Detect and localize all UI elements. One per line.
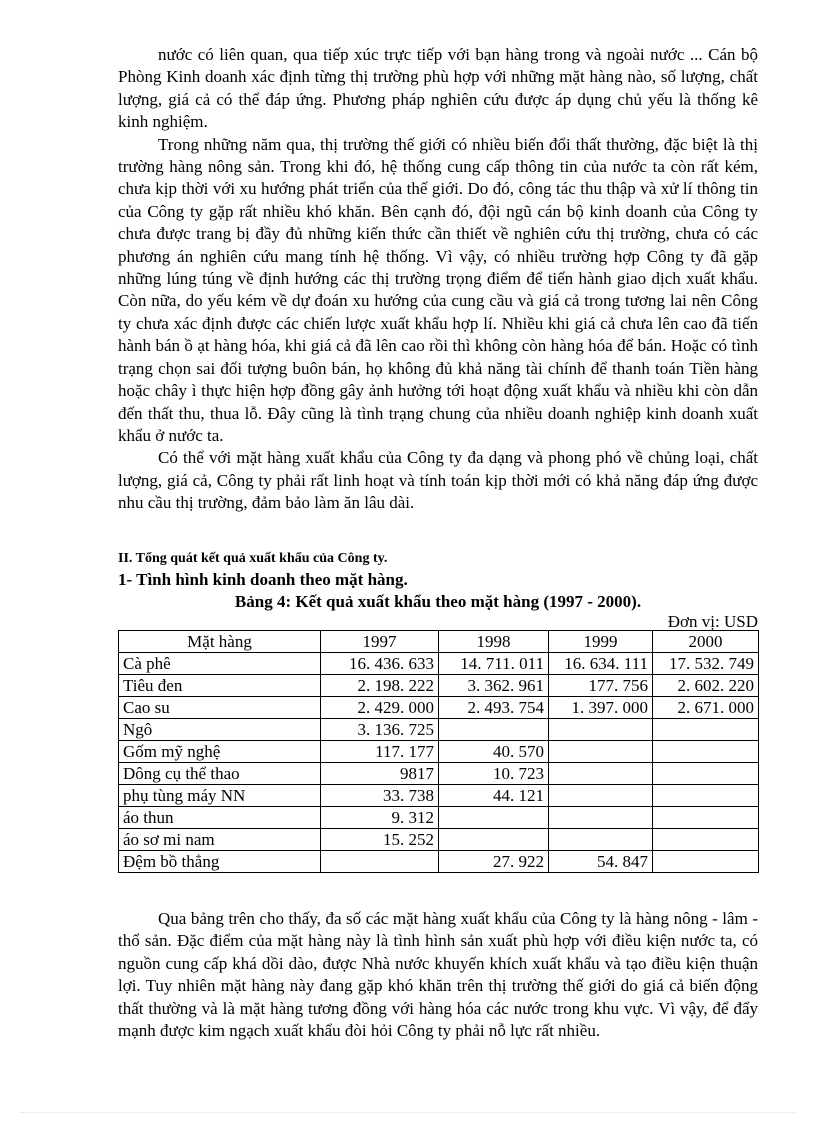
- value-cell: 2. 671. 000: [653, 697, 759, 719]
- value-cell: 44. 121: [439, 785, 549, 807]
- paragraph-market-difficulties: Trong những năm qua, thị trường thế giới có nhiều biến đổi thất thường, đặc biệt là thị trường hàng nông sản. Trong khi đó, hệ thống cung cấp thông tin của nước ta còn rất kém, chưa kịp thời với xu hướng phát triển của thế giới. Do đó, công tác thu thập và xử lí thông tin của Công ty gặp rất nhiều khó khăn. Bên cạnh đó, đội ngũ cán bộ kinh doanh của Công ty chưa được trang bị đầy đủ những kiến thức cần thiết về nghiên cứu thị trường, chưa có các phương án nghiên cứu mang tính hệ thống. Vì vậy, có nhiều trường hợp Công ty đã gặp những lúng túng về định hướng các thị trường trọng điểm để tiến hành giao dịch xuất khẩu. Còn nữa, do yếu kém về dự đoán xu hướng của cung cầu và giá cả trong tương lai nên Công ty chưa xác định được các chiến lược xuất khẩu hợp lí. Nhiều khi giá cả chưa lên cao đã tiến hành bán ồ ạt hàng hóa, khi giá cả đã lên cao rồi thì không còn hàng hóa để bán. Hoặc có tình trạng chọn sai đối tượng buôn bán, họ không đủ khả năng tài chính để thanh toán Tiền hàng hoặc chây ì thực hiện hợp đồng gây ảnh hưởng tới hoạt động xuất khẩu và nhiều khi còn dẫn đến thất thu, thua lỗ. Đây cũng là tình trạng chung của nhiều doanh nghiệp kinh doanh xuất khẩu ở nước ta.: [118, 134, 758, 445]
- table-header-row: [119, 631, 759, 653]
- table-row: [119, 675, 759, 697]
- product-cell: Cà phê: [119, 653, 321, 675]
- document-page: [118, 44, 758, 1041]
- product-cell: Ngô: [119, 719, 321, 741]
- paragraph-flexibility: Có thể với mặt hàng xuất khẩu của Công ty đa dạng và phong phó về chủng loại, chất lượng, giá cả, Công ty phải rất linh hoạt và tính toán kịp thời mới có khả năng đáp ứng được nhu cầu thị trường, đảm bảo làm ăn lâu dài.: [118, 448, 758, 513]
- value-cell: 3. 136. 725: [321, 719, 439, 741]
- value-cell: 9817: [321, 763, 439, 785]
- value-cell: [549, 719, 653, 741]
- table-row: [119, 697, 759, 719]
- paragraph-conclusion: Qua bảng trên cho thấy, đa số các mặt hàng xuất khẩu của Công ty là hàng nông - lâm - thổ sản. Đặc điểm của mặt hàng này là tình hình sản xuất phù hợp với điều kiện nước ta, có nguồn cung cấp khá dồi dào, được Nhà nước khuyến khích xuất khẩu và tạo điều kiện thuận lợi. Tuy nhiên mặt hàng này đang gặp khó khăn trên thị trường thế giới do giá cả biến động thất thường và là mặt hàng tương đồng với hàng hóa các nước trong khu vực. Vì vậy, để đẩy mạnh được kim ngạch xuất khẩu đòi hỏi Công ty phải nỗ lực rất nhiều.: [118, 909, 758, 1041]
- value-cell: 10. 723: [439, 763, 549, 785]
- value-cell: [653, 741, 759, 763]
- value-cell: 3. 362. 961: [439, 675, 549, 697]
- value-cell: [439, 719, 549, 741]
- value-cell: [549, 785, 653, 807]
- table-row: [119, 851, 759, 873]
- product-cell: Đệm bồ thẳng: [119, 851, 321, 873]
- table-title: Bảng 4: Kết quả xuất khẩu theo mặt hàng (1997 - 2000).: [234, 592, 642, 611]
- table-row: [119, 807, 759, 829]
- value-cell: 15. 252: [321, 829, 439, 851]
- value-cell: 2. 198. 222: [321, 675, 439, 697]
- value-cell: 9. 312: [321, 807, 439, 829]
- value-cell: [549, 807, 653, 829]
- table-row: [119, 829, 759, 851]
- value-cell: [549, 763, 653, 785]
- header-cell: 1998: [439, 631, 549, 653]
- product-cell: Cao su: [119, 697, 321, 719]
- value-cell: 14. 711. 011: [439, 653, 549, 675]
- header-cell: 1999: [549, 631, 653, 653]
- table-row: [119, 741, 759, 763]
- value-cell: 33. 738: [321, 785, 439, 807]
- table-row: [119, 763, 759, 785]
- table-row: [119, 653, 759, 675]
- product-cell: Dông cụ thể thao: [119, 763, 321, 785]
- page-footer-divider: [20, 1112, 796, 1113]
- value-cell: 16. 634. 111: [549, 653, 653, 675]
- value-cell: [439, 807, 549, 829]
- product-cell: phụ tùng máy NN: [119, 785, 321, 807]
- value-cell: 16. 436. 633: [321, 653, 439, 675]
- value-cell: [653, 829, 759, 851]
- value-cell: 1. 397. 000: [549, 697, 653, 719]
- value-cell: 177. 756: [549, 675, 653, 697]
- value-cell: 117. 177: [321, 741, 439, 763]
- value-cell: [653, 719, 759, 741]
- header-cell: Mặt hàng: [119, 631, 321, 653]
- value-cell: [549, 741, 653, 763]
- value-cell: 17. 532. 749: [653, 653, 759, 675]
- header-cell: 1997: [321, 631, 439, 653]
- product-cell: Tiêu đen: [119, 675, 321, 697]
- value-cell: 27. 922: [439, 851, 549, 873]
- section-heading: II. Tổng quát kết quả xuất khẩu của Công ty.: [118, 551, 388, 566]
- value-cell: 54. 847: [549, 851, 653, 873]
- table-row: [119, 785, 759, 807]
- value-cell: [321, 851, 439, 873]
- table-unit: Đơn vị: USD: [667, 612, 758, 631]
- product-cell: áo thun: [119, 807, 321, 829]
- value-cell: [653, 851, 759, 873]
- subsection-heading: 1- Tình hình kinh doanh theo mặt hàng.: [118, 570, 408, 589]
- table-row: [119, 719, 759, 741]
- value-cell: [653, 807, 759, 829]
- conclusion-section: [118, 908, 758, 1042]
- header-cell: 2000: [653, 631, 759, 653]
- paragraph-intro: nước có liên quan, qua tiếp xúc trực tiếp với bạn hàng trong và ngoài nước ... Cán bộ Phòng Kinh doanh xác định từng thị trường phù hợp với những mặt hàng nào, số lượng, chất lượng, giá cả có thể đáp ứng. Phương pháp nghiên cứu được áp dụng chủ yếu là thống kê kinh nghiệm.: [118, 45, 758, 132]
- value-cell: [653, 763, 759, 785]
- export-results-table: [118, 630, 759, 873]
- value-cell: 40. 570: [439, 741, 549, 763]
- product-cell: áo sơ mi nam: [119, 829, 321, 851]
- value-cell: [653, 785, 759, 807]
- value-cell: 2. 429. 000: [321, 697, 439, 719]
- value-cell: 2. 493. 754: [439, 697, 549, 719]
- value-cell: [439, 829, 549, 851]
- value-cell: [549, 829, 653, 851]
- value-cell: 2. 602. 220: [653, 675, 759, 697]
- product-cell: Gốm mỹ nghệ: [119, 741, 321, 763]
